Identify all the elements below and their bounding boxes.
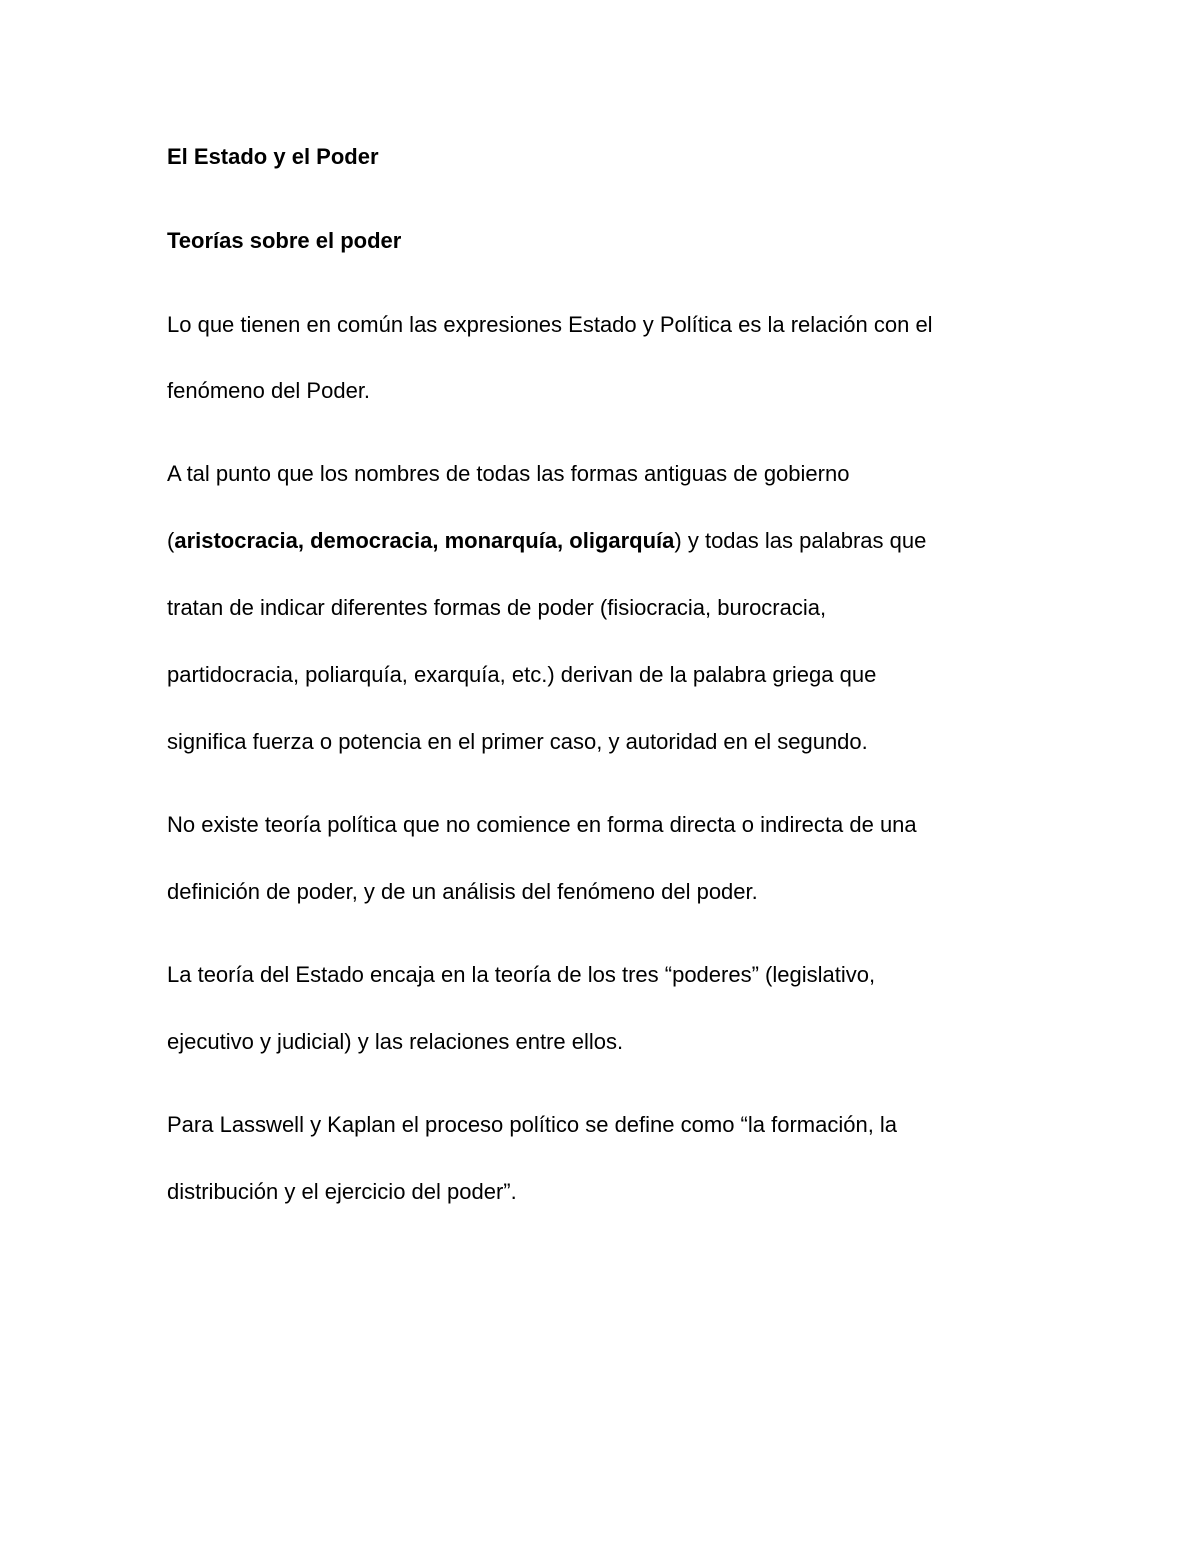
paragraph-2-line-5: significa fuerza o potencia en el primer caso, y autoridad en el segundo. (167, 729, 868, 754)
paragraph-4-line-1: La teoría del Estado encaja en la teoría de los tres “poderes” (legislativo, (167, 962, 876, 987)
bold-terms: aristocracia, democracia, monarquía, oligarquía (174, 528, 675, 553)
section-heading: Teorías sobre el poder (167, 228, 402, 253)
open-paren: ( (167, 528, 175, 553)
paragraph-1-line-1: Lo que tienen en común las expresiones Estado y Política es la relación con el (167, 312, 933, 337)
paragraph-5-line-1: Para Lasswell y Kaplan el proceso político se define como “la formación, la (167, 1112, 898, 1137)
paragraph-3-line-1: No existe teoría política que no comience en forma directa o indirecta de una (167, 812, 917, 837)
paragraph-1-line-2: fenómeno del Poder. (167, 378, 371, 403)
paragraph-3-line-2: definición de poder, y de un análisis del fenómeno del poder. (167, 879, 758, 904)
line-continuation: ) y todas las palabras que (674, 528, 927, 553)
paragraph-2-line-4: partidocracia, poliarquía, exarquía, etc.) derivan de la palabra griega que (167, 662, 877, 687)
paragraph-2-line-2 (167, 524, 926, 558)
document-title: El Estado y el Poder (167, 144, 379, 169)
paragraph-5-line-2: distribución y el ejercicio del poder”. (167, 1179, 517, 1204)
paragraph-4-line-2: ejecutivo y judicial) y las relaciones entre ellos. (167, 1029, 624, 1054)
paragraph-2-line-1: A tal punto que los nombres de todas las formas antiguas de gobierno (167, 461, 850, 486)
paragraph-2-line-3: tratan de indicar diferentes formas de poder (fisiocracia, burocracia, (167, 595, 827, 620)
